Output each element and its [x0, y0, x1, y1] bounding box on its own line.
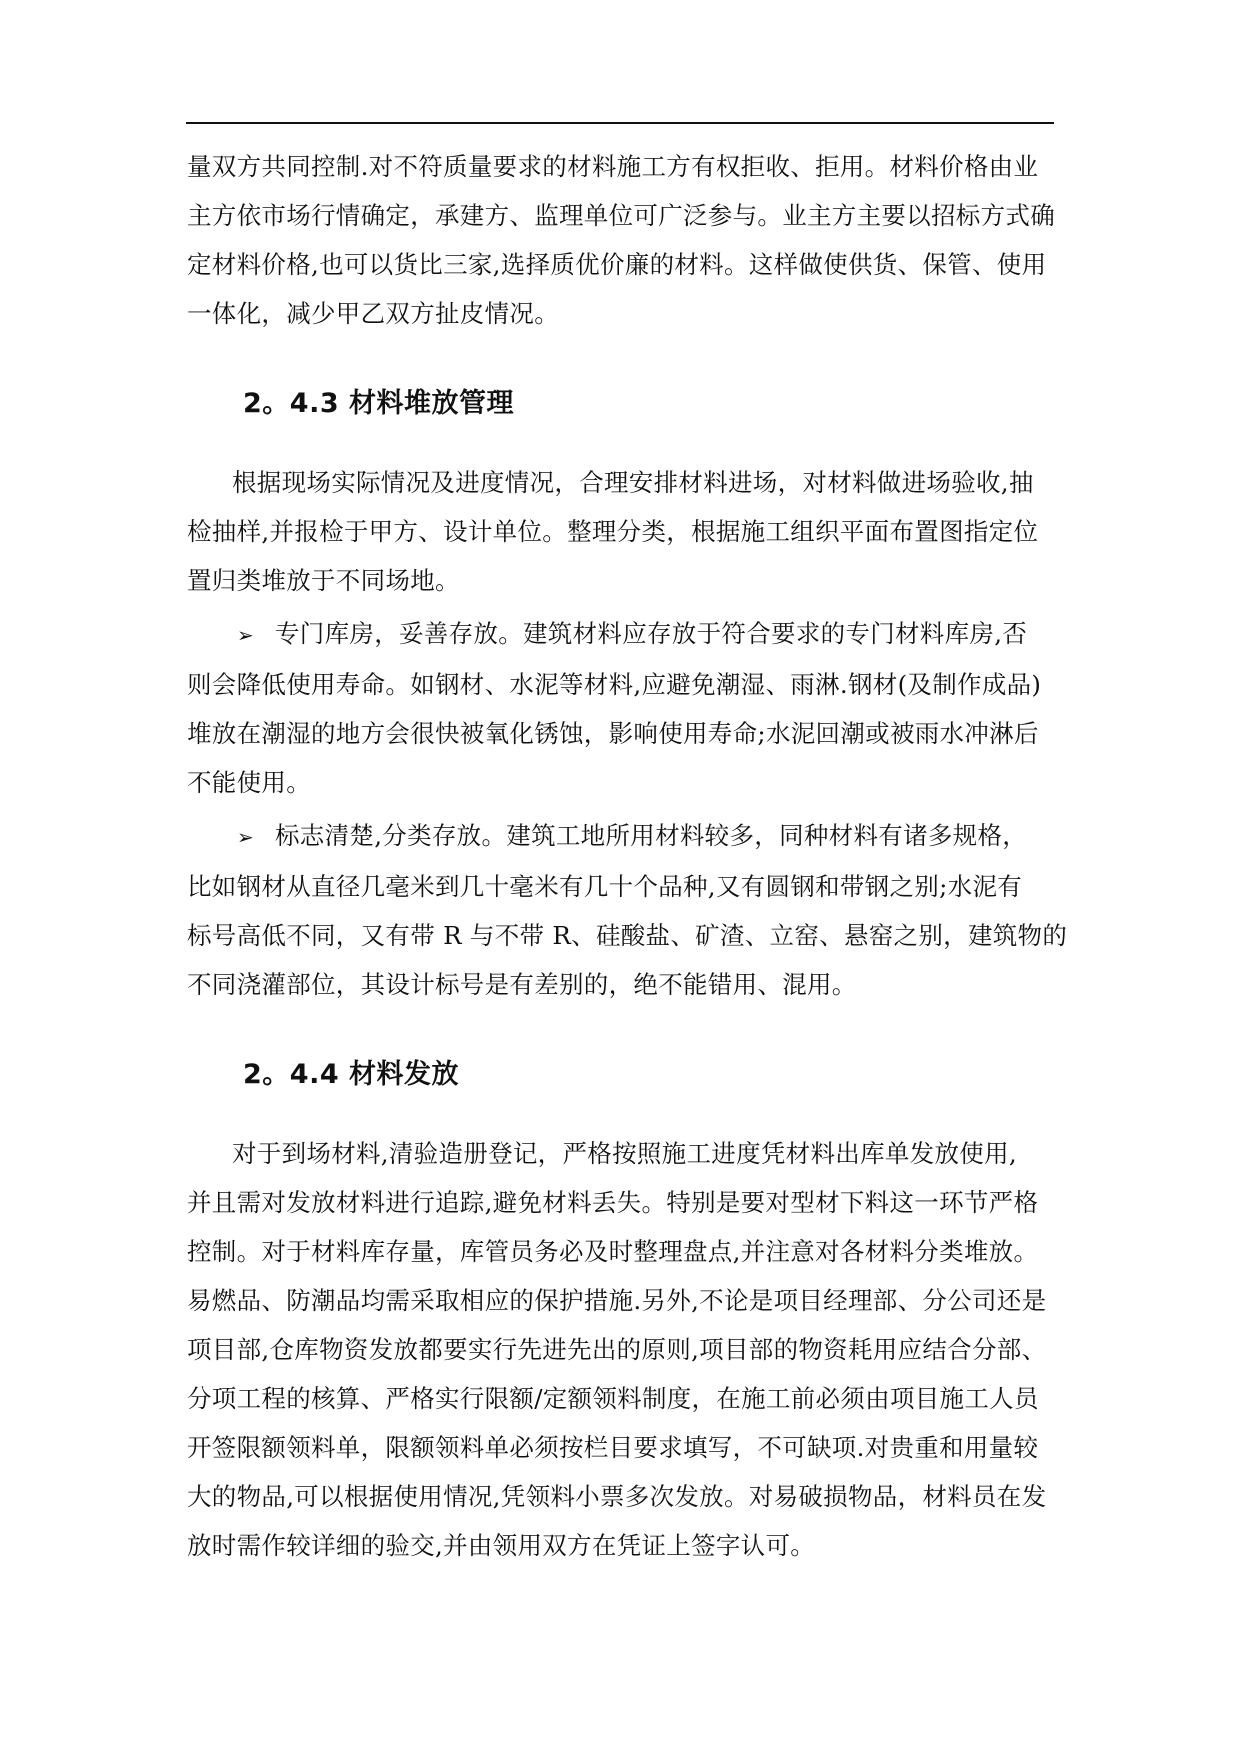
bullet-item-storage	[187, 609, 1055, 807]
text-line: 则会降低使用寿命。如钢材、水泥等材料,应避免潮湿、雨淋.钢材(及制作成品)	[187, 670, 1042, 699]
text-line: 比如钢材从直径几毫米到几十毫米有几十个品种,又有圆钢和带钢之别;水泥有	[187, 872, 1023, 901]
text-line: 专门库房，妥善存放。建筑材料应存放于符合要求的专门材料库房,否	[275, 619, 1028, 648]
text-line: 控制。对于材料库存量，库管员务必及时整理盘点,并注意对各材料分类堆放。	[187, 1237, 1039, 1266]
text-line: 定材料价格,也可以货比三家,选择质优价廉的材料。这样做使供货、保管、使用	[187, 250, 1047, 279]
text-line: 放时需作较详细的验交,并由领用双方在凭证上签字认可。	[187, 1531, 816, 1560]
header-rule	[186, 122, 1054, 124]
text-line: 大的物品,可以根据使用情况,凭领料小票多次发放。对易破损物品，材料员在发	[187, 1482, 1047, 1511]
text-line: 主方依市场行情确定，承建方、监理单位可广泛参与。业主方主要以招标方式确	[187, 201, 1055, 230]
text-line: 标号高低不同，又有带 R 与不带 R、硅酸盐、矿渣、立窑、悬窑之别，建筑物的	[187, 921, 1068, 950]
text-line: 开签限额领料单，限额领料单必须按栏目要求填写，不可缺项.对贵重和用量较	[187, 1433, 1039, 1462]
section-2-4-4-paragraph	[187, 1129, 1055, 1570]
text-line: 置归类堆放于不同场地。	[187, 566, 460, 595]
text-line: 不同浇灌部位，其设计标号是有差别的，绝不能错用、混用。	[187, 970, 857, 999]
page-content	[187, 142, 1068, 1570]
text-line: 标志清楚,分类存放。建筑工地所用材料较多，同种材料有诸多规格，	[275, 821, 1028, 850]
text-line: 检抽样,并报检于甲方、设计单位。整理分类，根据施工组织平面布置图指定位	[187, 517, 1039, 546]
intro-paragraph	[187, 142, 1055, 338]
arrow-bullet-icon: ➢	[237, 623, 255, 647]
text-line: 堆放在潮湿的地方会很快被氧化锈蚀，影响使用寿命;水泥回潮或被雨水冲淋后	[187, 719, 1039, 748]
text-line: 对于到场材料,清验造册登记，严格按照施工进度凭材料出库单发放使用,	[232, 1139, 1017, 1168]
text-line: 并且需对发放材料进行追踪,避免材料丢失。特别是要对型材下料这一环节严格	[187, 1188, 1039, 1217]
section-heading-2-4-3: 2。4.3 材料堆放管理	[243, 388, 515, 419]
text-line: 分项工程的核算、严格实行限额/定额领料制度，在施工前必须由项目施工人员	[187, 1384, 1039, 1413]
text-line: 不能使用。	[187, 768, 311, 797]
text-line: 项目部,仓库物资发放都要实行先进先出的原则,项目部的物资耗用应结合分部、	[187, 1335, 1047, 1364]
section-heading-2-4-4: 2。4.4 材料发放	[243, 1059, 460, 1090]
text-line: 根据现场实际情况及进度情况，合理安排材料进场，对材料做进场验收,抽	[232, 468, 1034, 497]
section-2-4-3-paragraph	[187, 458, 1055, 605]
bullet-first-line	[187, 609, 1055, 660]
text-line: 易燃品、防潮品均需采取相应的保护措施.另外,不论是项目经理部、分公司还是	[187, 1286, 1047, 1315]
bullet-first-line	[187, 811, 1055, 862]
arrow-bullet-icon: ➢	[237, 825, 255, 849]
text-line: 量双方共同控制.对不符质量要求的材料施工方有权拒收、拒用。材料价格由业	[187, 152, 1039, 181]
text-line: 一体化，减少甲乙双方扯皮情况。	[187, 299, 559, 328]
bullet-item-labeling	[187, 811, 1068, 1009]
